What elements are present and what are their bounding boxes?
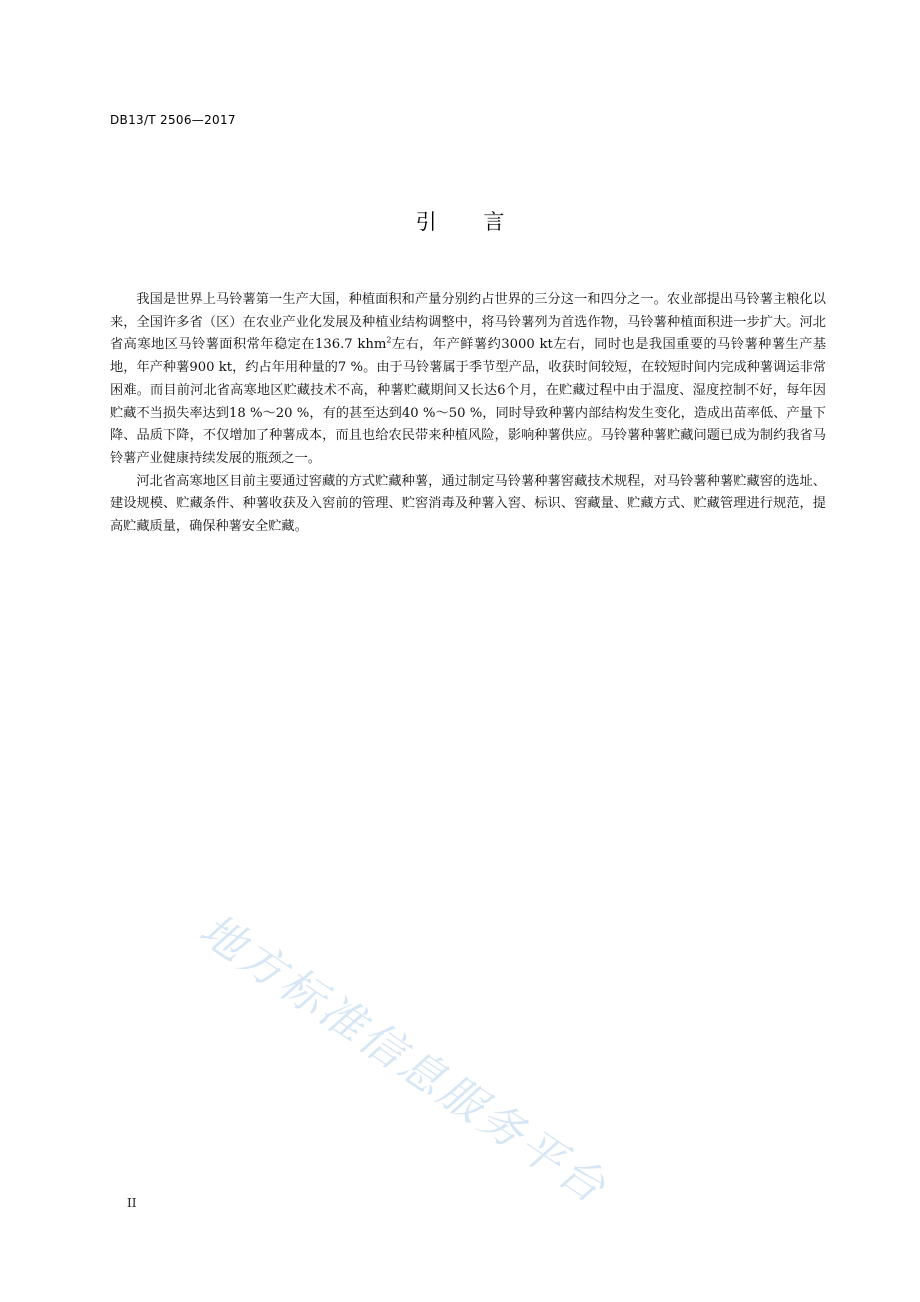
watermark-text: 地方标准信息服务平台: [190, 904, 617, 1215]
paragraph-2: 河北省高寒地区目前主要通过窖藏的方式贮藏种薯，通过制定马铃薯种薯窖藏技术规程，对马铃薯种薯贮藏窖的选址、建设规模、贮藏条件、种薯收获及入窖前的管理、贮窖消毒及种薯入窖、标识、窖藏量、贮藏方式、贮藏管理进行规范，提高贮藏质量，确保种薯安全贮藏。: [110, 473, 826, 535]
page-title: 引 言: [415, 210, 525, 234]
superscript-2: 2: [386, 336, 392, 346]
page-number: II: [127, 1196, 137, 1210]
paragraph-1: [110, 289, 826, 471]
standard-code: DB13/T 2506—2017: [110, 113, 236, 127]
paragraph-1-part-2: 左右，年产鲜薯约3000 kt左右，同时也是我国重要的马铃薯种薯生产基地，年产种薯900 kt，约占年用种量的7 %。由于马铃薯属于季节型产品，收获时间较短，在较短时间内完成种薯调运非常困难。而目前河北省高寒地区贮藏技术不高，种薯贮藏期间又长达6个月，在贮藏过程中由于温度、湿度控制不好，每年因贮藏不当损失率达到18 %～20 %，有的甚至达到40 %～50 %，同时导致种薯内部结构发生变化，造成出苗率低、产量下降、品质下降，不仅增加了种薯成本，而且也给农民带来种植风险，影响种薯供应。马铃薯种薯贮藏问题已成为制约我省马铃薯产业健康持续发展的瓶颈之一。: [110, 337, 827, 466]
paragraph-1-part-1: 我国是世界上马铃薯第一生产大国，种植面积和产量分别约占世界的三分这一和四分之一。农业部提出马铃薯主粮化以来，全国许多省（区）在农业产业化发展及种植业结构调整中，将马铃薯列为首选作物，马铃薯种植面积进一步扩大。河北省高寒地区马铃薯面积常年稳定在136.7 khm: [110, 292, 826, 353]
document-body: [110, 289, 826, 539]
